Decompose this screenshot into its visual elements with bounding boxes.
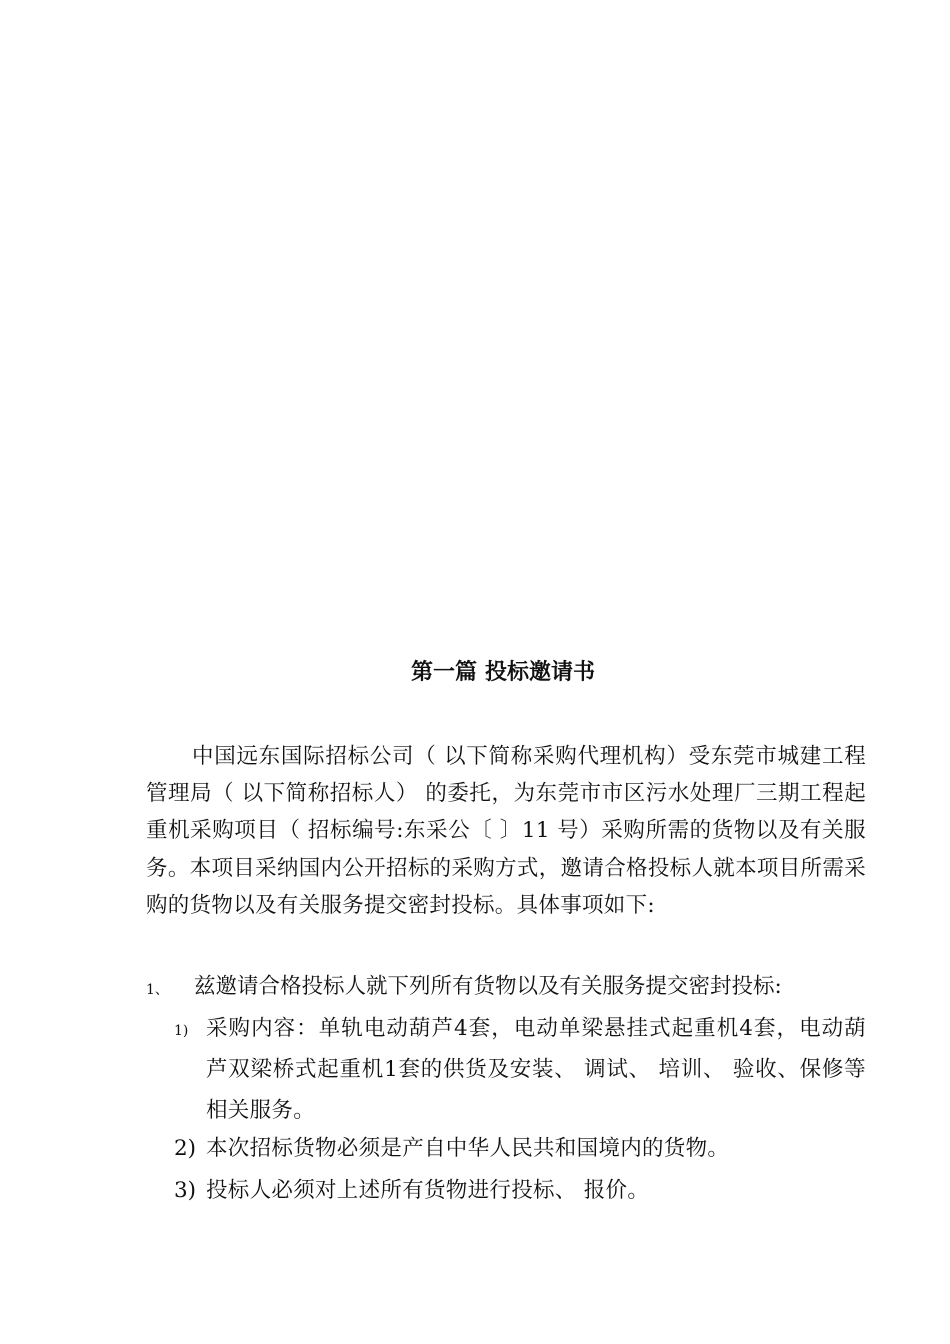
sub-item-text: 采购内容：单轨电动葫芦4套，电动单梁悬挂式起重机4套，电动葫芦双梁桥式起重机1套的供货及安装、 调试、 培训、 验收、保修等相关服务。 [206, 1016, 866, 1123]
sub-item-1 [174, 1008, 874, 1138]
sub-item-number: 2) [174, 1136, 197, 1161]
sub-item-number: 3) [174, 1178, 197, 1203]
sub-item-3 [174, 1170, 874, 1212]
list-item-text: 兹邀请合格投标人就下列所有货物以及有关服务提交密封投标: [194, 974, 782, 999]
sub-item-2 [174, 1128, 874, 1170]
sub-item-text: 投标人必须对上述所有货物进行投标、 报价。 [206, 1178, 650, 1203]
sub-item-number: 1) [174, 1023, 189, 1039]
section-title [0, 655, 950, 686]
list-item-number: 1、 [146, 982, 169, 998]
title-part-two: 投标邀请书 [485, 660, 596, 685]
intro-paragraph: 中国远东国际招标公司（ 以下简称采购代理机构）受东莞市城建工程管理局（ 以下简称招标人） 的委托，为东莞市市区污水处理厂三期工程起重机采购项目（ 招标编号:东采公〔 〕11 号）采购所需的货物以及有关服务。本项目采纳国内公开招标的采购方式，邀请合格投标人就本项目所需采购的货物以及有关服务提交密封投标。具体事项如下: [146, 744, 866, 918]
title-part-one: 第一篇 [410, 660, 477, 685]
sub-item-text: 本次招标货物必须是产自中华人民共和国境内的货物。 [206, 1136, 730, 1161]
